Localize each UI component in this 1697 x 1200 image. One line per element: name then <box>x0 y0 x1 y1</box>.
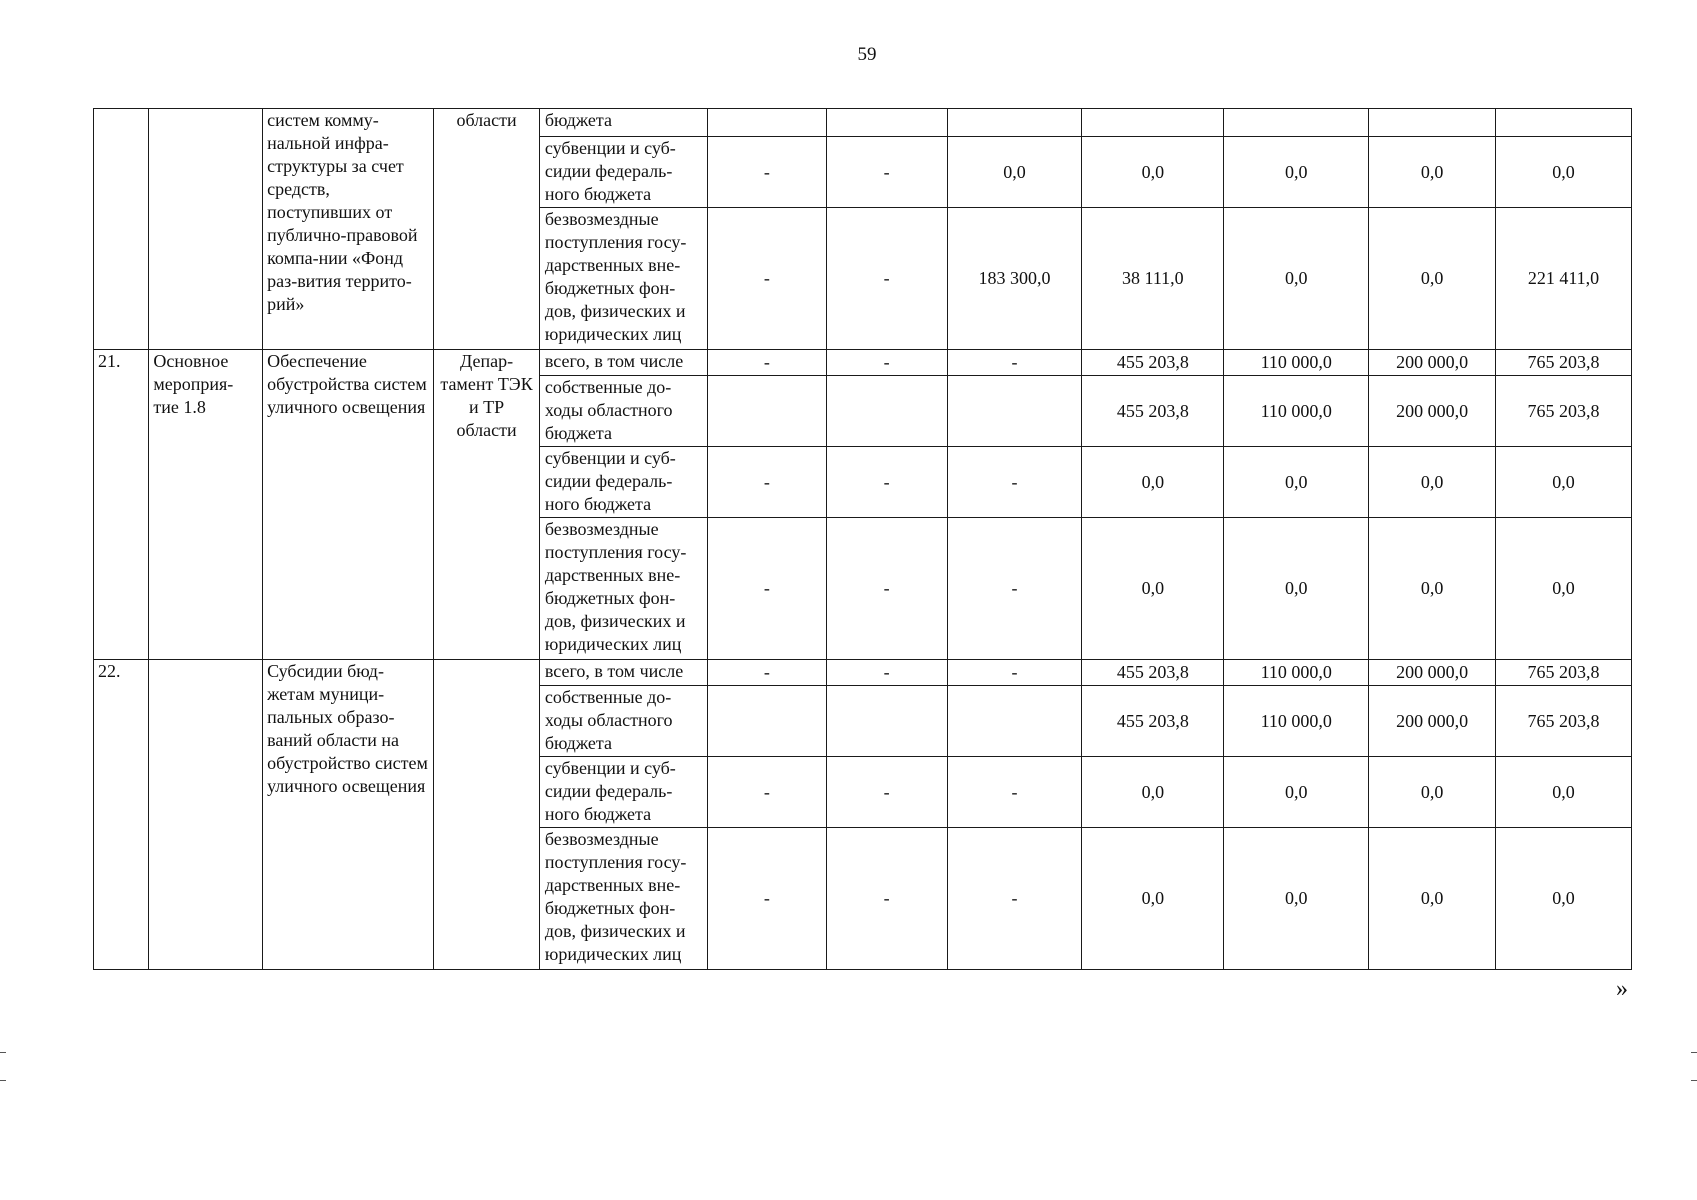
amount-cell <box>826 686 947 757</box>
funding-source-cell: безвозмездные поступления госу-дарственных вне-бюджетных фон-дов, физических и юридических лиц <box>539 518 707 660</box>
amount-cell <box>707 109 826 137</box>
amount-cell: - <box>826 447 947 518</box>
funding-source-cell: всего, в том числе <box>539 350 707 376</box>
margin-mark <box>0 1080 6 1081</box>
amount-cell: 0,0 <box>1369 137 1496 208</box>
table-row <box>94 350 1632 376</box>
amount-cell: 765 203,8 <box>1496 660 1632 686</box>
funding-source-cell: субвенции и суб-сидии федераль-ного бюджета <box>539 447 707 518</box>
amount-cell: 0,0 <box>1496 518 1632 660</box>
amount-cell <box>707 376 826 447</box>
item-number-cell: 22. <box>94 660 149 970</box>
item-name-cell: Основное мероприя-тие 1.8 <box>149 350 263 660</box>
funding-source-cell: бюджета <box>539 109 707 137</box>
item-description-cell: Обеспечение обустройства систем уличного освещения <box>263 350 434 660</box>
amount-cell <box>947 109 1082 137</box>
amount-cell: - <box>826 208 947 350</box>
amount-cell: - <box>707 447 826 518</box>
amount-cell: 0,0 <box>1224 447 1369 518</box>
amount-cell: 0,0 <box>1082 137 1224 208</box>
amount-cell: 0,0 <box>1369 447 1496 518</box>
amount-cell <box>1496 109 1632 137</box>
amount-cell: 183 300,0 <box>947 208 1082 350</box>
amount-cell: - <box>947 660 1082 686</box>
table-row <box>94 109 1632 137</box>
amount-cell: 0,0 <box>1224 518 1369 660</box>
amount-cell: - <box>947 518 1082 660</box>
amount-cell: 765 203,8 <box>1496 686 1632 757</box>
item-name-cell <box>149 109 263 350</box>
amount-cell <box>826 109 947 137</box>
amount-cell: 455 203,8 <box>1082 686 1224 757</box>
amount-cell: 221 411,0 <box>1496 208 1632 350</box>
amount-cell: 0,0 <box>1369 757 1496 828</box>
amount-cell: - <box>707 350 826 376</box>
amount-cell: 0,0 <box>947 137 1082 208</box>
amount-cell: 0,0 <box>1224 828 1369 970</box>
amount-cell: 0,0 <box>1369 518 1496 660</box>
amount-cell: 0,0 <box>1224 137 1369 208</box>
amount-cell <box>1082 109 1224 137</box>
amount-cell: - <box>826 350 947 376</box>
item-description-cell: Субсидии бюд-жетам муници-пальных образо-ваний области на обустройство систем уличного освещения <box>263 660 434 970</box>
amount-cell: - <box>707 518 826 660</box>
amount-cell <box>826 376 947 447</box>
amount-cell: 0,0 <box>1082 828 1224 970</box>
funding-source-cell: субвенции и суб-сидии федераль-ного бюджета <box>539 757 707 828</box>
margin-mark <box>0 1052 6 1053</box>
amount-cell <box>707 686 826 757</box>
amount-cell: 110 000,0 <box>1224 660 1369 686</box>
amount-cell: 0,0 <box>1369 828 1496 970</box>
amount-cell: 110 000,0 <box>1224 686 1369 757</box>
amount-cell: - <box>707 137 826 208</box>
amount-cell: 0,0 <box>1496 828 1632 970</box>
amount-cell: 200 000,0 <box>1369 686 1496 757</box>
amount-cell: 200 000,0 <box>1369 660 1496 686</box>
funding-source-cell: собственные до-ходы областного бюджета <box>539 686 707 757</box>
amount-cell: - <box>947 757 1082 828</box>
amount-cell: 455 203,8 <box>1082 350 1224 376</box>
amount-cell: - <box>826 137 947 208</box>
amount-cell: - <box>707 660 826 686</box>
funding-source-cell: безвозмездные поступления госу-дарственных вне-бюджетных фон-дов, физических и юридических лиц <box>539 208 707 350</box>
executor-cell: Депар-тамент ТЭК и ТР области <box>434 350 540 660</box>
funding-source-cell: безвозмездные поступления госу-дарственных вне-бюджетных фон-дов, физических и юридических лиц <box>539 828 707 970</box>
margin-mark <box>1691 1080 1697 1081</box>
executor-cell: области <box>434 109 540 350</box>
amount-cell: 455 203,8 <box>1082 376 1224 447</box>
amount-cell: 0,0 <box>1082 757 1224 828</box>
amount-cell: 110 000,0 <box>1224 350 1369 376</box>
amount-cell: - <box>947 828 1082 970</box>
amount-cell: - <box>826 660 947 686</box>
amount-cell <box>1369 109 1496 137</box>
item-number-cell <box>94 109 149 350</box>
page-number: 59 <box>857 44 877 65</box>
funding-source-cell: субвенции и суб-сидии федераль-ного бюджета <box>539 137 707 208</box>
amount-cell: 0,0 <box>1082 447 1224 518</box>
amount-cell: 38 111,0 <box>1082 208 1224 350</box>
amount-cell: - <box>947 350 1082 376</box>
margin-mark <box>1691 1052 1697 1053</box>
amount-cell: - <box>947 447 1082 518</box>
amount-cell: 0,0 <box>1082 518 1224 660</box>
amount-cell: - <box>826 828 947 970</box>
table-body <box>94 109 1632 970</box>
amount-cell: 765 203,8 <box>1496 350 1632 376</box>
item-name-cell <box>149 660 263 970</box>
budget-table <box>93 108 1632 970</box>
item-number-cell: 21. <box>94 350 149 660</box>
closing-quote: » <box>1616 976 1628 1002</box>
item-description-cell: систем комму-нальной инфра-структуры за счет средств, поступивших от публично-правовой компа-нии «Фонд раз-вития террито-рий» <box>263 109 434 350</box>
funding-source-cell: собственные до-ходы областного бюджета <box>539 376 707 447</box>
amount-cell: 0,0 <box>1369 208 1496 350</box>
amount-cell: 0,0 <box>1224 208 1369 350</box>
amount-cell: - <box>826 518 947 660</box>
executor-cell <box>434 660 540 970</box>
amount-cell: 0,0 <box>1496 447 1632 518</box>
amount-cell: 0,0 <box>1496 137 1632 208</box>
amount-cell: - <box>826 757 947 828</box>
amount-cell: 200 000,0 <box>1369 376 1496 447</box>
funding-source-cell: всего, в том числе <box>539 660 707 686</box>
amount-cell: - <box>707 208 826 350</box>
table-row <box>94 660 1632 686</box>
amount-cell <box>947 376 1082 447</box>
amount-cell: 0,0 <box>1224 757 1369 828</box>
amount-cell: 200 000,0 <box>1369 350 1496 376</box>
amount-cell: - <box>707 757 826 828</box>
amount-cell: 0,0 <box>1496 757 1632 828</box>
amount-cell <box>1224 109 1369 137</box>
amount-cell: 110 000,0 <box>1224 376 1369 447</box>
amount-cell <box>947 686 1082 757</box>
amount-cell: 455 203,8 <box>1082 660 1224 686</box>
amount-cell: - <box>707 828 826 970</box>
amount-cell: 765 203,8 <box>1496 376 1632 447</box>
